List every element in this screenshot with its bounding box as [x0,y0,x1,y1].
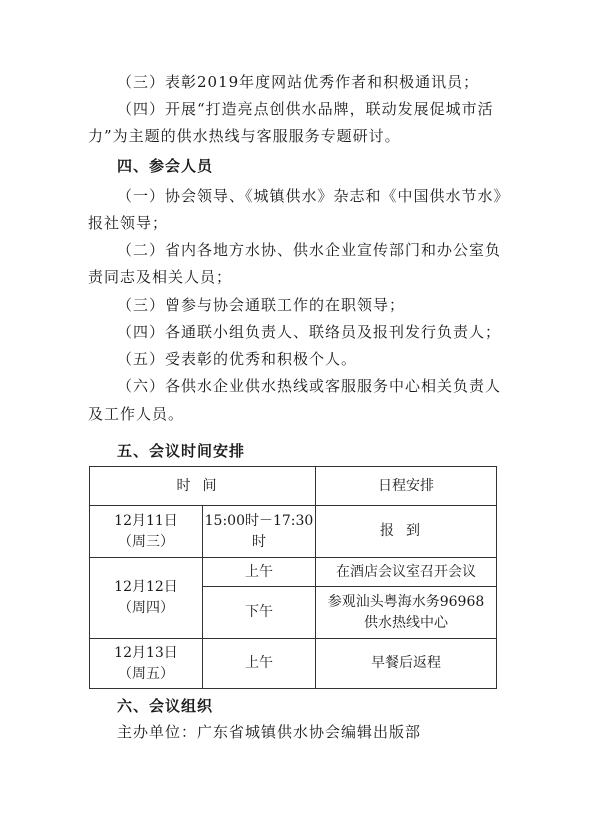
weekday: （周三） [118,533,174,550]
time-cell: 上午 [203,558,316,587]
organizer-line: 主办单位：广东省城镇供水协会编辑出版部 [117,723,422,741]
agenda-line: 参观汕头粤海水务96968 [327,593,485,610]
text-line: （五）受表彰的优秀和积极个人。 [117,350,358,368]
time-cell: 下午 [203,587,316,639]
text-line: （二）省内各地方水协、供水企业宣传部门和办公室负 [117,241,502,259]
weekday: （周四） [118,600,174,616]
section-heading: 六、会议组织 [117,697,214,715]
agenda-cell [316,587,497,639]
text-line: 及工作人员。 [88,405,185,423]
date-cell [90,558,203,639]
text-line: 报社领导； [88,214,169,232]
text-line: （三）表彰2019年度网站优秀作者和积极通讯员； [117,73,480,91]
agenda-cell: 报到 [316,506,497,558]
text-line: 责同志及相关人员； [88,268,233,286]
text-line: （一）协会领导、《城镇供水》杂志和《中国供水节水》 [117,187,510,205]
text-line: （四）开展“打造亮点创供水品牌，联动发展促城市活 [117,100,494,118]
text-line: （六）各供水企业供水热线或客服服务中心相关负责人 [117,377,502,395]
schedule-table [89,466,497,689]
date-cell [90,639,203,689]
date: 12月12日 [114,579,178,595]
agenda-cell: 在酒店会议室召开会议 [316,558,497,587]
header-agenda: 日程安排 [316,467,497,506]
time-cell: 上午 [203,639,316,689]
time-cell: 15:00时－17:30时 [203,506,316,558]
date-cell [90,506,203,558]
text-line: （四）各通联小组负责人、联络员及报刊发行负责人； [117,323,502,341]
weekday: （周五） [118,665,174,682]
text-line: （三）曾参与协会通联工作的在职领导； [117,296,406,314]
date: 12月11日 [114,512,178,529]
agenda-line: 供水热线中心 [364,614,448,631]
section-heading: 四、参会人员 [117,157,214,175]
text-line: 力”为主题的供水热线与客服服务专题研讨。 [88,127,401,145]
header-time: 时间 [90,467,316,506]
section-heading: 五、会议时间安排 [117,442,246,460]
date: 12月13日 [114,644,178,661]
agenda-cell: 早餐后返程 [316,639,497,689]
